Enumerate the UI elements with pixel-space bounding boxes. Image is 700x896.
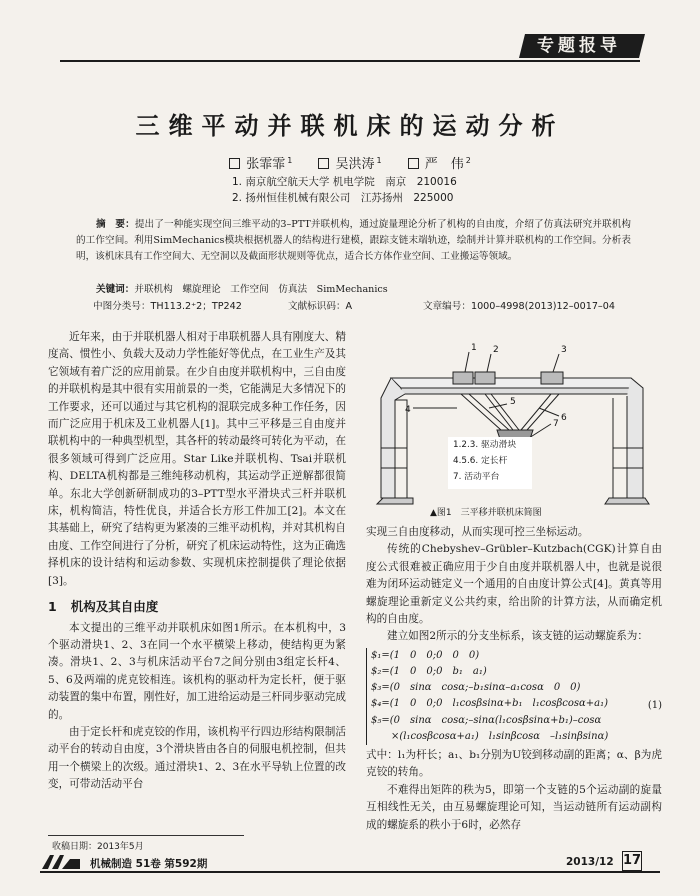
intro-paragraph: 近年来，由于并联机器人相对于串联机器人具有刚度大、精度高、惯性小、负载大及动力学性能好等优点，在工业生产及其它领域有着广泛的应用前景。在少自由度并联机构中，三自由度的并联机构是其中很有实用前景的一类，它能满足大多情况下的工作要求，还可以通过与其它机构的混联完成多种工作任务，因而广泛应用于机床及工业机器人[1]。其中三平移是三自由度并联机构中的一种典型机型，其各杆的转动最终可转化为平动，在很多领域可得到广泛应用。Star Like并联机构、Tsai并联机构、DELTA机构都是三维纯移动机构，其运动学正逆解都很简单。东北大学创新研制成功的3–PTT型水平滑块式三杆并联机床，机构简洁，特性优良，并适合长方形工件加工[2]。本文在其基础上，研究了结构更为紧凑的三维平动机构，并对其机构自由度、工作空间进行了分析，研究了机床运动特性，这为正确选择机床的设计结构和运动参数、实现机床控制提供了理论依据[3]。	[48, 331, 346, 587]
footnote-rule	[48, 835, 244, 836]
footer-rule	[40, 871, 660, 873]
body-paragraph: 建立如图2所示的分支坐标系，该支链的运动螺旋系为：	[387, 630, 648, 643]
body-paragraph: 由于定长杆和虎克铰的作用，该机构平行四边形结构限制活动平台的转动自由度，3个滑块皆由各自的伺服电机控制，但共用一个横梁上的次级。通过滑块1、2、3在水平导轨上位置的改变，可带动活动平台	[48, 725, 346, 791]
author-affil-sup: 1	[287, 155, 293, 165]
issue-date: 2013/12	[566, 856, 614, 868]
body-paragraph: 式中：l₁为杆长；a₁、b₁分别为U铰到移动副的距离；α、β为虎克铰的转角。	[366, 749, 662, 779]
equation-line: $₄=(1 0 0;0 l₁cosβsinα+b₁ l₁cosβcosα+a₁)	[371, 698, 609, 710]
callout-label: 5	[510, 397, 516, 407]
clc-number: 中图分类号：TH113.2⁺2；TP242	[93, 301, 242, 312]
article-number: 文章编号：1000–4998(2013)12–0017–04	[423, 301, 615, 312]
author-1	[229, 153, 292, 172]
abstract-label: 摘 要：	[96, 219, 135, 230]
checkbox-square-icon	[229, 158, 240, 169]
screw-equation-system	[366, 648, 662, 745]
callout-label: 6	[561, 413, 567, 423]
machine-tool-diagram	[373, 338, 654, 516]
legend-item: 4.5.6. 定长杆	[453, 456, 508, 466]
equation-number: (1)	[647, 699, 662, 711]
legend-item: 7. 活动平台	[453, 472, 500, 482]
affiliation-2: 2. 扬州恒佳机械有限公司 江苏扬州 225000	[232, 192, 454, 204]
header-rule	[60, 60, 640, 62]
journal-logo-icon	[40, 853, 82, 870]
keywords-label: 关键词：	[96, 284, 135, 295]
keywords-text: 并联机构 螺旋理论 工作空间 仿真法 SimMechanics	[134, 284, 388, 295]
left-column	[48, 329, 346, 794]
figure-legend	[448, 437, 532, 489]
section-banner-text: 专题报导	[537, 36, 621, 56]
author-2	[318, 153, 381, 172]
legend-item: 1.2.3. 驱动滑块	[453, 440, 517, 450]
body-paragraph: 实现三自由度移动，从而实现可控三坐标运动。	[366, 526, 589, 538]
journal-info: 机械制造 51卷 第592期	[90, 858, 208, 870]
author-list	[0, 153, 700, 172]
callout-label: 4	[405, 405, 411, 415]
callout-label: 2	[493, 345, 499, 355]
equation-line: $₂=(1 0 0;0 b₁ a₁)	[371, 666, 487, 678]
doc-code: 文献标识码：A	[288, 301, 353, 312]
callout-label: 7	[553, 419, 559, 429]
author-affil-sup: 1	[376, 155, 382, 165]
body-paragraph: 本文提出的三维平动并联机床如图1所示。在本机构中，3个驱动滑块1、2、3在同一个水平横梁上移动，使结构更为紧凑。滑块1、2、3与机床活动平台7之间分别由3组定长杆4、5、6及两端的虎克铰相连。该机构的驱动杆为定长杆，便于驱动装置的集中布置，刚性好，加工进给运动是三杆同步驱动完成的。	[48, 621, 346, 721]
section-number: 1	[48, 599, 57, 615]
checkbox-square-icon	[408, 158, 419, 169]
callout-label: 1	[471, 343, 477, 353]
keywords	[96, 281, 388, 295]
page-number: 17	[622, 851, 642, 871]
equation-line: $₅=(0 sinα cosα;–sinα(l₁cosβsinα+b₁)–cosα	[371, 714, 602, 726]
author-3	[408, 153, 471, 172]
affiliation-1: 1. 南京航空航天大学 机电学院 南京 210016	[232, 176, 457, 188]
author-name: 张霏霏	[246, 157, 286, 172]
received-date: 收稿日期：2013年5月	[52, 842, 144, 852]
author-name: 吴洪涛	[335, 157, 375, 172]
author-name: 严 伟	[424, 157, 464, 172]
body-paragraph: 传统的Chebyshev–Grübler–Kutzbach(CGK)计算自由度公式很难被正确应用于少自由度并联机器人中，也就是说很难为闭环运动链定义一个通用的自由度计算公式[4]。黄真等用螺旋理论重新定义公共约束，给出阶的计算方法，从而确定机构的自由度。	[366, 543, 662, 626]
abstract	[76, 217, 631, 265]
checkbox-square-icon	[318, 158, 329, 169]
body-paragraph: 不难得出矩阵的秩为5，即第一个支链的5个运动副的旋量互相线性无关，由互易螺旋理论可知，当运动链所有运动副构成的螺旋系的秩小于6时，必然存	[366, 783, 662, 831]
author-affil-sup: 2	[465, 155, 471, 165]
equation-line: ×(l₁cosβcosα+a₁) l₁sinβcosα –l₁sinβsinα)	[371, 730, 609, 742]
abstract-text: 提出了一种能实现空间三维平动的3–PTT并联机构，通过旋量理论分析了机构的自由度，介绍了仿真法研究并联机构的工作空间。利用SimMechanics模块根据机器人的结构进行建模，跟踪支链末端轨迹，绘制并计算并联机构的工作空间。分析表明，该机床具有工作空间大、无空洞以及截面形状规则等优点，适合长方体作业空间、工业搬运等领域。	[76, 219, 631, 262]
right-column	[366, 524, 662, 834]
callout-label: 3	[561, 345, 567, 355]
equation-line: $₃=(0 sinα cosα;–b₁sinα–a₁cosα 0 0)	[371, 682, 581, 694]
section-title: 机构及其自由度	[70, 599, 159, 615]
figure-caption: ▲图1 三平移并联机床简图	[430, 508, 542, 518]
article-title: 三维平动并联机床的运动分析	[135, 112, 565, 140]
equation-line: $₁=(1 0 0;0 0 0)	[371, 649, 480, 661]
section-heading	[48, 598, 346, 615]
